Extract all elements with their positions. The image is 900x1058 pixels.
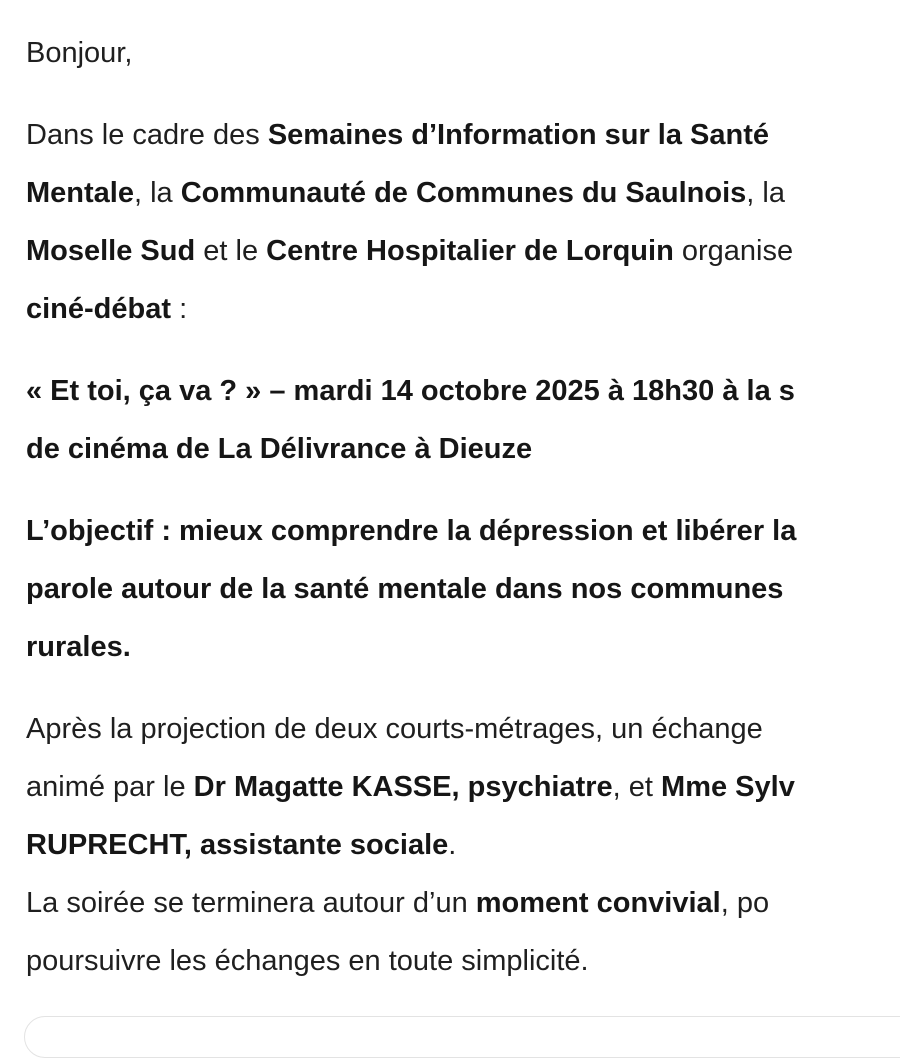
intro-paragraph [26, 106, 900, 338]
next-card-edge [24, 1016, 900, 1058]
message-body [26, 0, 900, 990]
program-line-5: poursuivre les échanges en toute simplicité. [26, 945, 589, 977]
program-line-1: Après la projection de deux courts-métrages, un échange [26, 713, 763, 745]
program-paragraph [26, 700, 900, 990]
intro-line-4: ciné-débat : [26, 293, 188, 325]
event-line-2: de cinéma de La Délivrance à Dieuze [26, 433, 533, 465]
organizer-moselle: Moselle Sud [26, 235, 196, 267]
program-line-4: La soirée se terminera autour d’un moment convivial, po [26, 887, 770, 919]
organizer-ccs: Communauté de Communes du Saulnois [180, 177, 747, 209]
objective-line-2: parole autour de la santé mentale dans nos communes [26, 573, 784, 605]
intro-line-3: Moselle Sud et le Centre Hospitalier de Lorquin organise [26, 235, 794, 267]
event-details [26, 362, 900, 478]
objective-line-1: L’objectif : mieux comprendre la dépression et libérer la [26, 515, 797, 547]
event-line-1: « Et toi, ça va ? » – mardi 14 octobre 2025 à 18h30 à la s [26, 375, 795, 407]
program-line-2: animé par le Dr Magatte KASSE, psychiatre, et Mme Sylv [26, 771, 795, 803]
objective-line-3: rurales. [26, 631, 131, 663]
intro-line-1: Dans le cadre des Semaines d’Information sur la Santé [26, 119, 769, 151]
objective-paragraph [26, 502, 900, 676]
program-line-3: RUPRECHT, assistante sociale. [26, 829, 457, 861]
speaker-psychiatrist: Dr Magatte KASSE, psychiatre [193, 771, 613, 803]
organizer-hospital: Centre Hospitalier de Lorquin [266, 235, 674, 267]
intro-line-2: Mentale, la Communauté de Communes du Saulnois, la [26, 177, 785, 209]
greeting: Bonjour, [26, 37, 133, 69]
event-name: Semaines d’Information sur la Santé [267, 119, 769, 151]
speaker-social-worker: Mme Sylv [661, 771, 795, 803]
